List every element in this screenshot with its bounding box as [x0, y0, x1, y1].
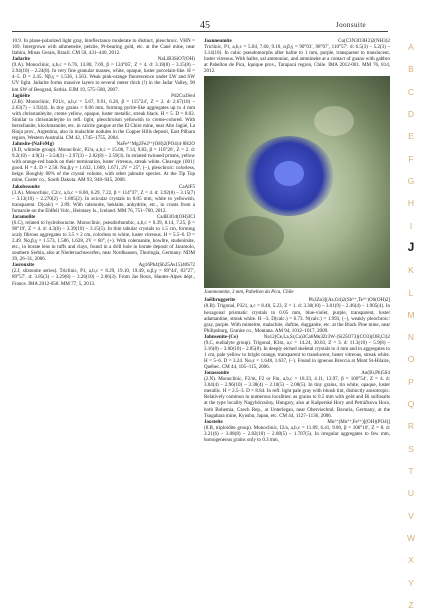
thumb-letter-x[interactable]: X — [408, 555, 414, 566]
entry-formula: Mn²⁺(Mn³⁺,Fe³⁺)[(OH)(PO4)] — [327, 418, 390, 425]
left-column — [12, 38, 195, 287]
entry-title: Jakobssonite — [12, 183, 40, 190]
thumb-letter-j[interactable]: J — [407, 239, 415, 254]
running-head: Joonsuite — [336, 21, 367, 29]
entry-title: Joanneumite — [204, 38, 232, 44]
mineral-entry — [12, 184, 195, 214]
entry-title: Joosteite — [204, 418, 223, 425]
mineral-entry — [204, 297, 390, 333]
entry-text: (8.D, whiteite group). Monoclinic, P2/a, a,b,c = 15.08, 7.14, 9.83, β = 110°26′, Z = 2. d: 9.2(10) – 4.9(3) – 3.54(3) – 2.97(3) – 2.82(8) – 2.59(3). In striated twinned prisms, yellow with orange-red bands on their termination, luster vitreous, streak white. Cleavage {001} good. H = 4. D = 2.58. Nα,β,γ = 1.632, 1.669, 1.671, 2V = 25°, (−), pleochroic: colorless, beige. Roughly 80% of the crystal volume, with other jahnsite species. At the Tip Top mine, Custer co., South Dakota. AM 93, 940–945, 2008. — [12, 147, 195, 184]
entry-title: Johnsenite-(Ce) — [204, 333, 238, 340]
entry-text: (3.A). Monoclinic, C2/c, a,b,c = 8.00, 6.29, 7.22, β = 114°37′, Z = 4. d: 3.92(8) – 3.15(7) – 3.13(10) – 2.270(2) – 1.805(2). In acicular crystals to 0.05 mm, white to yellowish, transparent. D(calc) = 2.89. With ralstonite, heklaite, anhydrite, etc., in crusts from a fumarole on the Eldfell Volc., Heimaey Is., Iceland. MM 76, 751–760, 2012. — [12, 189, 195, 214]
thumb-letter-b[interactable]: B — [408, 64, 414, 75]
entry-title: Jagüéite — [12, 92, 30, 99]
mineral-entry — [12, 93, 195, 142]
entry-title: Jahnsite-(NaFeMg) — [12, 141, 54, 148]
entry-title: Jasrouxite — [12, 262, 35, 269]
entry-formula: CaAlF5 — [179, 183, 195, 190]
thumb-letter-p[interactable]: P — [408, 376, 414, 387]
thumb-letter-i[interactable]: I — [409, 220, 413, 231]
mineral-entry — [12, 262, 195, 286]
thumb-letter-u[interactable]: U — [407, 488, 415, 499]
page-header — [0, 0, 425, 32]
header-rule — [12, 31, 388, 32]
thumb-letter-s[interactable]: S — [408, 443, 414, 454]
thumb-letter-q[interactable]: Q — [407, 399, 415, 410]
page-number: 45 — [200, 20, 210, 31]
entry-formula: Ca4B3O4(OH)3Cl — [156, 213, 195, 220]
thumb-letter-l[interactable]: L — [408, 287, 414, 298]
entry-text: (9.C, eudialyte group). Trigonal, R3m, a,c = 14.24, 30.03, Z = 3. d: 11.3(10) – 5.9(8) – 3.16(8) – 3.00(10) – 2.85(8). In deeply etched skeletal crystals to 4 mm and in aggregates to 1 cm, pale yellow to bright orange, transparent to translucent, luster vitreous, streak white. H = 5–6. D = 3.24. Nω,ε = 1.648, 1.637, (−). Found in igneous Breccia at Mont St-Hilaire, Québec. CM 44, 105–115, 2006. — [204, 339, 390, 371]
thumb-letter-g[interactable]: G — [407, 175, 415, 186]
thumb-letter-c[interactable]: C — [407, 86, 415, 97]
entry-text: (8.B, triploidite group). Monoclinic, I2/a, a,b,c = 11.89, 6.41, 9.80, β = 106°10′, Z = 8. d: 3.21(6) – 3.08(8) – 2.82(10) – 2.08(5) – 1.787(5). In irregular aggregates to few mm, homogeneous grains only to 0.3 mm, — [204, 424, 390, 443]
right-column — [204, 38, 390, 443]
entry-formula: Pb3Zn3[(As,O4)2(Sb⁵⁺,Te⁶⁺)O6(OH)2] — [308, 297, 390, 304]
thumb-letter-d[interactable]: D — [407, 108, 415, 119]
alphabet-thumb-index — [397, 0, 425, 614]
entry-text: (9.A). Monoclinic, a,b,c = 6.76, 13.80, 7.69, β = 124°05′, Z = 4. d: 3.18(8) – 3.15(8) – 2.94(10) – 2.24(8). In very fine granular masses, white, opaque, luster porcelain-like. H = 4–5. D = 2.45. Nβ,γ = 1.536, 1.563. Weak pink-orange fluorescence under LW and SW UV light. Jadarite forms massive layers to several meter thick (!) in the Jadar Valley, 90 km SW of Beograd, Serbia. EJM 19, 575–580, 2007. — [12, 62, 195, 93]
mineral-entry — [12, 56, 195, 92]
mineral-entry — [204, 38, 390, 74]
entry-formula: Pd2Cu3Se4 — [171, 92, 195, 99]
entry-formula: Cu(C3N3O3H2)2(NH3)2 — [338, 38, 390, 44]
entry-formula: NaLiB3SiO7(OH) — [157, 56, 195, 63]
thumb-letter-z[interactable]: Z — [408, 600, 414, 610]
thumb-letter-k[interactable]: K — [408, 265, 414, 276]
entry-text: (2.N). Monoclinic, F2/m, F2 or Fm, a,b,c = 18.33, 4.11, 13.97, β = 100°54′, Z = 4. d: 3.04(4) – 2.96(10) – 3.38(4) – 2.10(5) – 2.08(5). In tiny grains, tin white, opaque, luster metallic. H = 2.5–3. D = 8.84. In refl. light pale gray with bluish tint, distinctly anisotropic. Relatively common in numerous localities: as grains to 0.5 mm with gold and Bi sulfosalts at the type locality Nagybörzsöny, Hungary, also at Kašperské Hory and Petráčkova Hora, both Bohemia, Czech Rep., at Unterlegau, near Oberviechtal, Bavaria, Germany, at the Tsugahara mine, Kyushu, Japan, etc. CM 44, 1127–1136, 2006. — [204, 376, 390, 419]
mineral-entry — [12, 214, 195, 263]
entry-title: Joëlbruggerite — [204, 297, 236, 304]
entry-title: Jadarite — [12, 56, 30, 63]
thumb-letter-h[interactable]: H — [407, 198, 415, 209]
thumb-letter-m[interactable]: M — [407, 309, 415, 320]
thumb-letter-r[interactable]: R — [407, 421, 415, 432]
thumb-letter-w[interactable]: W — [406, 533, 416, 544]
entry-text: (8.B). Trigonal, P321, a,c = 8.48, 5.23, Z = 1. d: 3.30(10) – 3.01(9) – 2.46(4) – 1.905(4). In hexagonal prismatic crystals to 0.05 mm, blue-violet, purple, transparent, luster adamantine, streak white. H ~3. D(calc.) = 6.73. N(calc.) = 1.993, (−), weakly pleochroic: gray, purple. With mimetite, malachite, duftite, dugganite, etc. at the Black Pine mine, near Philipsburg, Granite co., Montana. AM 94, 1012–1017, 2009. — [204, 303, 390, 334]
thumb-letter-n[interactable]: N — [407, 332, 415, 343]
entry-formula: Ag16Pb4(Sb25As15)40S72 — [138, 262, 195, 269]
mineral-entry — [204, 370, 390, 419]
thumb-letter-v[interactable]: V — [408, 510, 414, 521]
thumb-letter-f[interactable]: F — [408, 153, 414, 164]
thumb-letter-a[interactable]: A — [408, 42, 414, 52]
thumb-letter-o[interactable]: O — [407, 354, 415, 365]
mineral-entry — [12, 38, 195, 56]
entry-text: (2.J, slistonite series). Triclinic, P1, a,b,c = 8.29, 19.10, 19.49, α,β,γ = 89°44′, 83°27′, 89°57′. d: 3.85(3) – 3.29(8) – 3.26(10) – 2.86(3). From Jas Roux, Hautes-Alpes dépt., France. IMA 2012-058. MM 77, 5, 2013. — [12, 268, 195, 287]
mineral-entry — [12, 141, 195, 183]
thumb-letter-t[interactable]: T — [408, 466, 414, 477]
entry-title: Jonassonite — [204, 370, 229, 377]
photo-caption: Joanneumite, 3 mm, Pabellon da Pica, Chile — [204, 290, 294, 296]
thumb-letter-y[interactable]: Y — [408, 577, 414, 588]
entry-text: Triclinic, P1, a,b,c = 5.04, 7.60, 9.10, α,β,γ = 90°03′, 98°07′, 110°57′. d: 6.5(3) – 5.2(3) – 3.14(10). In cubic pseudomorphs after halite to 1 mm, purple, transparent to translucent, luster vitreous. With halite, sal ammoniac, and ammineite at a contact of guano with gabbro at Pabellon de Pica, Iquique prov., Tarapacá region, Chile. IMA 2012-001. MM 76, 814, 2012. — [204, 44, 390, 75]
mineral-entry — [204, 334, 390, 370]
entry-title: Jaramolite — [12, 213, 36, 220]
entry-text: 10.9. In plane-polarized light gray, bireflectance moderate to distinct, pleochroic. VHN = 169. Intergrown with athmeneite, petzite, Pt-bearing gold, etc. at the Caué mine, near Itabira, Minas Gerais, Brazil. CM 50, 431–440, 2012. — [12, 38, 195, 57]
entry-formula: NaFe³⁺Mg2Fe2³⁺(OH)2(PO4)4·8H2O — [116, 141, 195, 148]
entry-text: (2.B). Monoclinic, P21/c, a,b,c = 5.67, 9.91, 6.26, β = 115°24′, Z = 2. d: 2.67(10) – 2.63(7) – 1.92(4). In tiny grains < 0.06 mm, forming pyrite-like aggregates up to 4 mm with chrisstanleyite, creme yellow, opaque, luster metallic, streak black. H = 5. D = 8.02. Similar to chrisstanleyite in refl. light, pleochroism yellowish to creme-colored. With berzelianite, klockmannite, etc. in calcite gangue at the El Chire mine, near Alto Jagüé, La Rioja prov., Argentina, also in malachite nodules in the Copper Hills deposit, East Pilbara region, Western Australia. CM 42, 1745–1755, 2004. — [12, 98, 195, 141]
thumb-letter-e[interactable]: E — [408, 131, 414, 142]
mineral-entry — [204, 419, 390, 443]
mineral-photo — [204, 76, 390, 288]
entry-formula: Na12(Ce,La,Sr,Ca)3Ca6Mn3Zr3W·(Si25O73)(CO3)(OH,Cl)2 — [263, 333, 390, 340]
entry-formula: Au(Bi,Pb)5S4 — [361, 370, 390, 377]
entry-text: (6.C), related to hydroboracite. Monoclinic, pseudorhombic, a,b,c = 8.39, 8.14, 7.25, β = 98°19′, Z = 4. d: 4.3(6) – 3.39(10) – 3.15(5). In thin tabular crystals to 1.5 cm, forming scaly fibrous aggregates to 3.5 × 2 cm, colorless to white, luster vitreous. H = 5.5–6. D = 2.49. Nα,β,γ = 1.573, 1.586, 1.628, 2V = 60°, (+). With colemanite, howlite, studenitsite, etc., in borate lens in tuffs and clays, found in a drill hole in borate deposit of Jaramolo, southern Serbia, also at Niedersachswerfen, near Nordhausen, Thuringia, Germany. NDM 39, 26–31, 2006. — [12, 219, 195, 263]
